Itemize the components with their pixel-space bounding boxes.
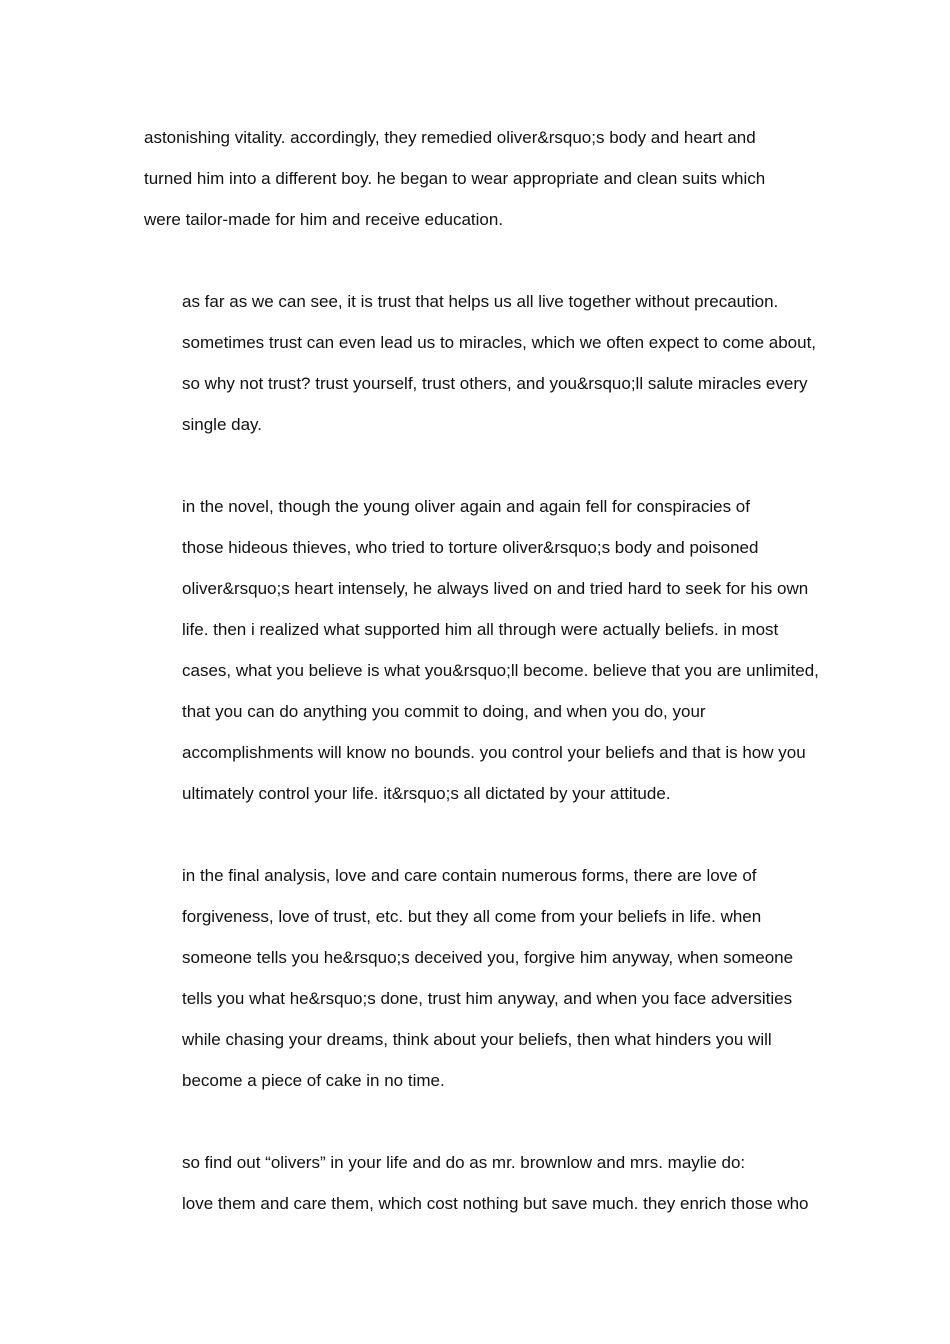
- text-line: as far as we can see, it is trust that helps us all live together without precaution.: [182, 292, 779, 311]
- document-body: [144, 117, 819, 1265]
- paragraph-1: [144, 117, 812, 240]
- text-line: in the novel, though the young oliver again and again fell for conspiracies of: [182, 497, 750, 516]
- text-line: sometimes trust can even lead us to miracles, which we often expect to come about,: [182, 333, 817, 352]
- text-line: accomplishments will know no bounds. you control your beliefs and that is how you: [182, 743, 806, 762]
- text-line: so find out “olivers” in your life and do as mr. brownlow and mrs. maylie do:: [182, 1153, 746, 1172]
- text-line: someone tells you he&rsquo;s deceived you, forgive him anyway, when someone: [182, 948, 794, 967]
- paragraph-2: [144, 281, 817, 445]
- text-line: while chasing your dreams, think about your beliefs, then what hinders you will: [182, 1030, 772, 1049]
- text-line: in the final analysis, love and care contain numerous forms, there are love of: [182, 866, 757, 885]
- text-line: forgiveness, love of trust, etc. but they all come from your beliefs in life. when: [182, 907, 762, 926]
- text-line: ultimately control your life. it&rsquo;s all dictated by your attitude.: [182, 784, 671, 803]
- text-line: oliver&rsquo;s heart intensely, he always lived on and tried hard to seek for his own: [182, 579, 809, 598]
- text-line: turned him into a different boy. he began to wear appropriate and clean suits which: [144, 169, 766, 188]
- text-line: so why not trust? trust yourself, trust others, and you&rsquo;ll salute miracles every: [182, 374, 808, 393]
- text-line: those hideous thieves, who tried to torture oliver&rsquo;s body and poisoned: [182, 538, 759, 557]
- text-line: that you can do anything you commit to doing, and when you do, your: [182, 702, 706, 721]
- text-line: love them and care them, which cost nothing but save much. they enrich those who: [182, 1194, 809, 1213]
- paragraph-3: [144, 486, 819, 814]
- text-line: single day.: [182, 415, 263, 434]
- paragraph-4: [144, 855, 812, 1101]
- text-line: astonishing vitality. accordingly, they remedied oliver&rsquo;s body and heart and: [144, 128, 756, 147]
- text-line: were tailor-made for him and receive education.: [144, 210, 504, 229]
- text-line: tells you what he&rsquo;s done, trust him anyway, and when you face adversities: [182, 989, 793, 1008]
- paragraph-5: [144, 1142, 812, 1224]
- text-line: life. then i realized what supported him all through were actually beliefs. in most: [182, 620, 779, 639]
- text-line: become a piece of cake in no time.: [182, 1071, 445, 1090]
- text-line: cases, what you believe is what you&rsquo;ll become. believe that you are unlimited,: [182, 661, 819, 680]
